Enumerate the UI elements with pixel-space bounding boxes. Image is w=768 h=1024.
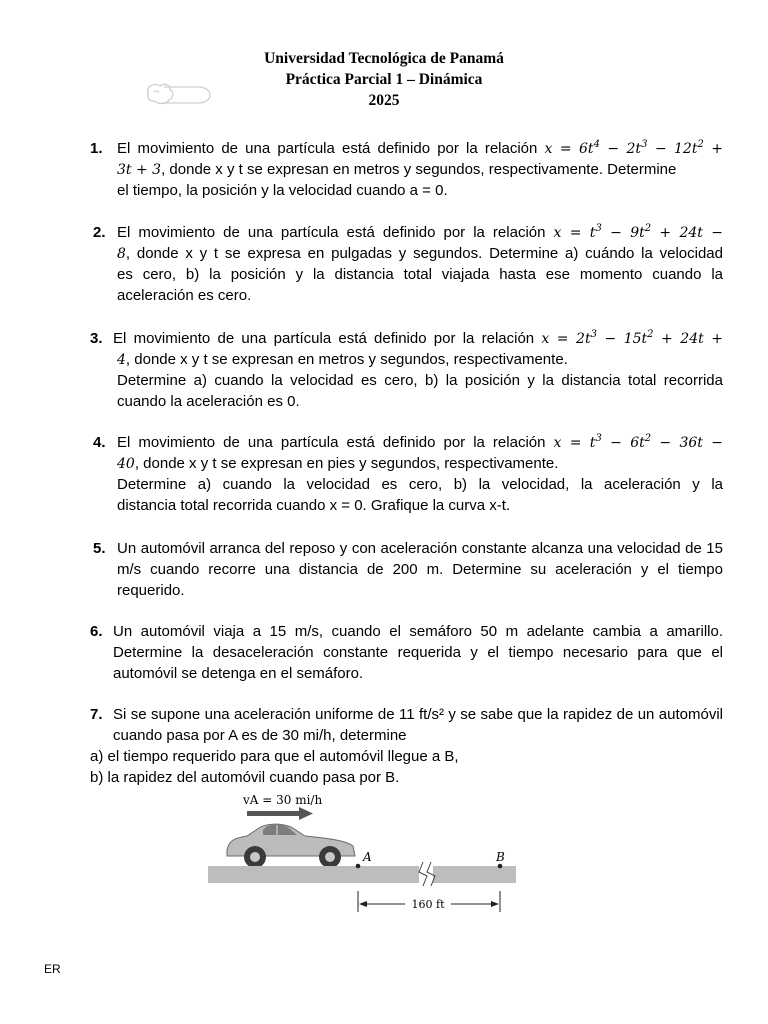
problem-number: 2. xyxy=(93,224,106,241)
road xyxy=(208,866,516,883)
problem-number: 7. xyxy=(90,706,103,723)
problem-6 xyxy=(90,621,723,685)
problem-2 xyxy=(90,222,723,308)
problem-text-cont: es cero, b) la posición y la distancia total viajada hasta ese momento cuando la xyxy=(117,266,723,283)
university-title: Universidad Tecnológica de Panamá xyxy=(264,50,504,67)
year-label: 2025 xyxy=(368,92,400,109)
problem-number: 1. xyxy=(90,140,103,157)
distance-label: 160 ft xyxy=(411,898,445,911)
problem-intro: El movimiento de una partícula está definido por la relación xyxy=(117,224,546,241)
problem-text-cont: Determine a) cuando la velocidad es cero, b) la velocidad, la aceleración y la xyxy=(117,476,723,493)
problem-intro: El movimiento de una partícula está definido por la relación xyxy=(117,140,538,157)
problem-equation-part: 3t + 3 xyxy=(117,162,162,178)
problem-text-cont: cuando la aceleración es 0. xyxy=(117,393,300,410)
problem-3 xyxy=(90,328,723,414)
problem-intro: El movimiento de una partícula está definido por la relación xyxy=(117,434,546,451)
point-a-marker xyxy=(356,864,361,869)
problem-text: , donde x y t se expresan en metros y segundos, respectivamente. Determine xyxy=(161,161,677,178)
problem-equation-part: 4 xyxy=(117,352,126,368)
point-a-label: A xyxy=(363,850,372,864)
problem-equation-part: 40 xyxy=(117,456,135,472)
problem-part-a: a) el tiempo requerido para que el automóvil llegue a B, xyxy=(90,748,459,765)
car-icon xyxy=(227,824,355,868)
problem-text: , donde x y t se expresan en pies y segundos, respectivamente. xyxy=(134,455,559,472)
problem-text-cont: aceleración es cero. xyxy=(117,287,252,304)
problem-text-cont: el tiempo, la posición y la velocidad cuando a = 0. xyxy=(117,182,448,199)
problem-text-cont: distancia total recorrida cuando x = 0. Grafique la curva x-t. xyxy=(117,497,511,514)
problem-text: , donde x y t se expresan en metros y segundos, respectivamente. xyxy=(125,351,568,368)
problem-equation-part: $x = t^3 - 6t^2 - 36t$ − xyxy=(553,433,723,451)
problem-4 xyxy=(90,432,723,518)
problem-text: Un automóvil viaja a 15 m/s, cuando el semáforo 50 m adelante cambia a amarillo. Determine la desaceleración constante requerida y el tiempo necesario para que el automóvil se detenga en el semáforo. xyxy=(113,623,723,682)
problem-equation-part: $x = t^3 - 9t^2 + 24t$ − xyxy=(553,223,723,241)
problem-text: , donde x y t se expresa en pulgadas y segundos. Determine a) cuándo la velocidad xyxy=(125,245,723,262)
problem-number: 5. xyxy=(93,540,106,557)
problem-equation-part: $x = 6t^4 - 2t^3 - 12t^2$ + xyxy=(544,139,724,157)
problem-equation-part: $x = 2t^3 - 15t^2 + 24t$ + xyxy=(541,329,723,347)
document-header xyxy=(0,48,768,111)
problem-5 xyxy=(90,538,723,602)
problem-number: 4. xyxy=(93,434,106,451)
footer-initials: ER xyxy=(44,962,61,976)
problem-number: 6. xyxy=(90,623,103,640)
course-title: Práctica Parcial 1 – Dinámica xyxy=(285,71,483,88)
problem-text: Un automóvil arranca del reposo y con aceleración constante alcanza una velocidad de 15 m/s cuando recorre una distancia de 200 m. Determine su aceleración y el tiempo requerido. xyxy=(117,540,723,599)
university-logo xyxy=(142,78,214,110)
velocity-arrow xyxy=(247,807,313,820)
point-b-label: B xyxy=(496,850,505,864)
problem-7 xyxy=(90,704,723,790)
problem-equation-part: 8 xyxy=(117,246,126,262)
problem-1 xyxy=(90,138,723,202)
car-diagram xyxy=(205,790,525,915)
problem-text: Si se supone una aceleración uniforme de 11 ft/s² y se sabe que la rapidez de un automóvil cuando pasa por A es de 30 mi/h, determine xyxy=(113,706,723,744)
road-break-mark xyxy=(419,862,435,886)
point-b-marker xyxy=(498,864,503,869)
problem-intro: El movimiento de una partícula está definido por la relación xyxy=(113,330,535,347)
problem-number: 3. xyxy=(90,330,103,347)
problem-part-b: b) la rapidez del automóvil cuando pasa por B. xyxy=(90,769,400,786)
problem-text-cont: Determine a) cuando la velocidad es cero, b) la posición y la distancia total recorrida xyxy=(117,372,723,389)
velocity-label: vA = 30 mi/h xyxy=(243,793,323,807)
